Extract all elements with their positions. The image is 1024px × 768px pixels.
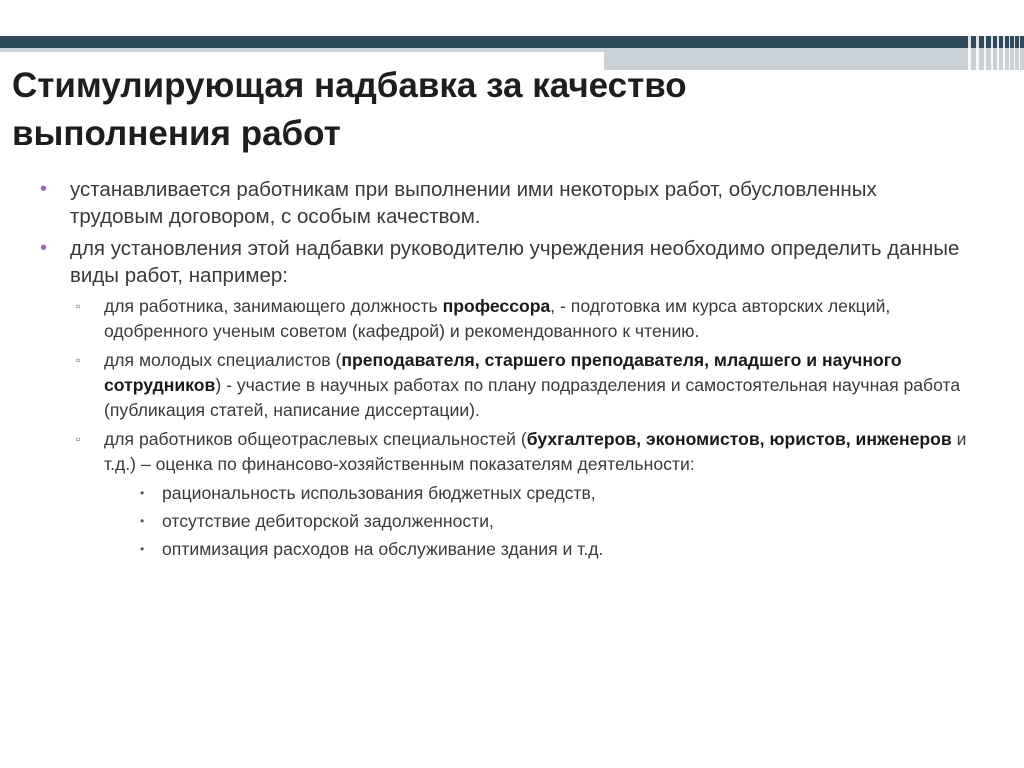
small-dot-icon: • xyxy=(140,542,145,556)
square-bullet-icon: ▫ xyxy=(76,353,81,367)
bullet-dot-icon: • xyxy=(40,178,48,200)
sub-sub-bullet-text: рациональность использования бюджетных средств, xyxy=(162,483,596,503)
sub-bullet-text-bold: преподавателя, старшего преподавателя, младшего и научного сотрудников xyxy=(104,350,902,395)
small-dot-icon: • xyxy=(140,486,145,500)
sub-sub-bullet-item xyxy=(0,537,1024,562)
sub-bullet-item xyxy=(0,427,1024,477)
bullet-text: устанавливается работникам при выполнении ими некоторых работ, обусловленных трудовым договором, с особым качеством. xyxy=(70,178,877,228)
sub-bullet-text-bold: бухгалтеров, экономистов, юристов, инженеров xyxy=(526,429,952,449)
sub-bullet-text-before: для молодых специалистов ( xyxy=(104,350,342,370)
sub-sub-bullet-text: оптимизация расходов на обслуживание здания и т.д. xyxy=(162,539,604,559)
bullet-text: для установления этой надбавки руководителю учреждения необходимо определить данные виды работ, например: xyxy=(70,237,960,287)
sub-sub-bullet-item xyxy=(0,509,1024,534)
square-bullet-icon: ▫ xyxy=(76,432,81,446)
header-vertical-stripes xyxy=(962,34,1024,70)
sub-bullet-text-bold: профессора xyxy=(442,296,551,316)
sub-bullet-text-after: и т.д.) – оценка по финансово-хозяйственным показателям деятельности: xyxy=(104,429,967,474)
bullet-dot-icon: • xyxy=(40,237,48,259)
bullet-item xyxy=(0,235,1024,289)
header-light-stripe xyxy=(0,48,604,52)
bullet-item xyxy=(0,176,1024,230)
small-dot-icon: • xyxy=(140,514,145,528)
sub-bullet-text-after: , - подготовка им курса авторских лекций, одобренного ученым советом (кафедрой) и рекомендованного к чтению. xyxy=(104,296,891,341)
header-decoration-band xyxy=(0,0,1024,70)
sub-sub-bullet-text: отсутствие дебиторской задолженности, xyxy=(162,511,494,531)
sub-bullet-item xyxy=(0,348,1024,423)
sub-bullet-text-before: для работника, занимающего должность xyxy=(104,296,443,316)
slide-content xyxy=(0,176,1024,565)
slide-title: Стимулирующая надбавка за качество выполнения работ xyxy=(12,66,687,153)
sub-bullet-text-before: для работников общеотраслевых специальностей ( xyxy=(104,429,527,449)
sub-bullet-item xyxy=(0,294,1024,344)
sub-bullet-text-after: ) - участие в научных работах по плану подразделения и самостоятельная научная работа (публикация статей, написание диссертации). xyxy=(104,375,961,420)
sub-sub-bullet-item xyxy=(0,481,1024,506)
header-dark-stripe xyxy=(0,36,1024,48)
square-bullet-icon: ▫ xyxy=(76,299,81,313)
